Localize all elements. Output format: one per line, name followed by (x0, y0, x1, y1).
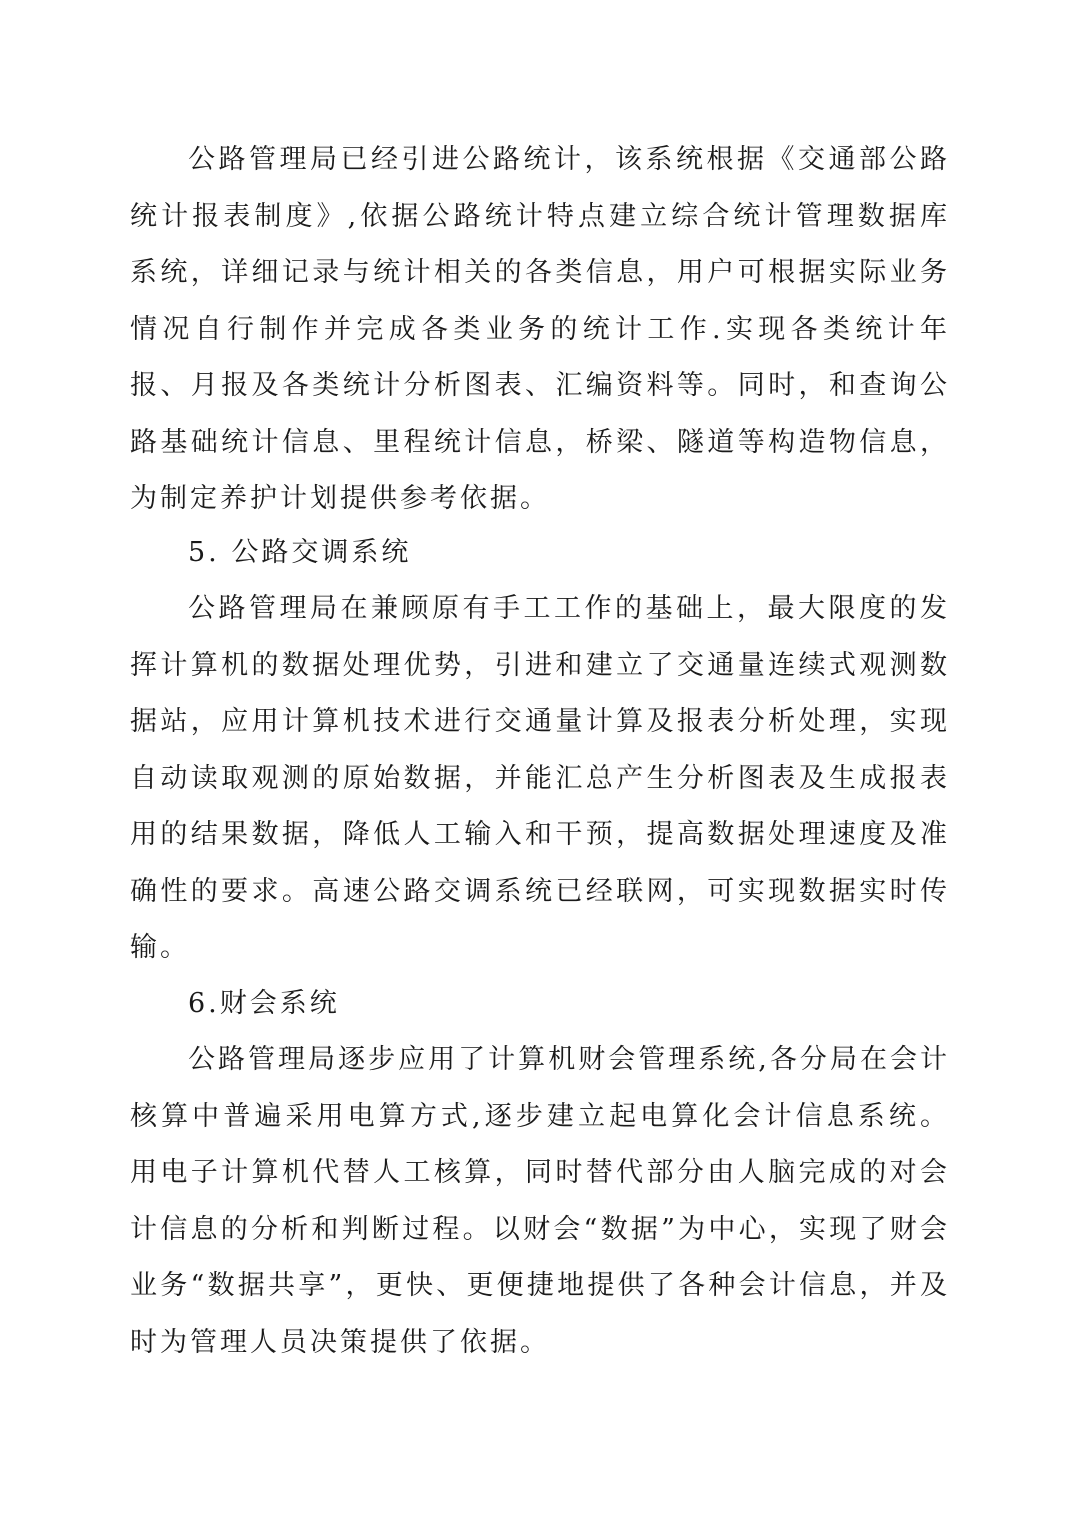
paragraph-finance-system: 公路管理局逐步应用了计算机财会管理系统,各分局在会计核算中普遍采用电算方式,逐步建立起电算化会计信息系统。用电子计算机代替人工核算，同时替代部分由人脑完成的对会计信息的分析和判断过程。以财会“数据”为中心，实现了财会业务“数据共享”，更快、更便捷地提供了各种会计信息，并及时为管理人员决策提供了依据。 (130, 1044, 950, 1358)
section-heading-traffic-survey: 5. 公路交调系统 (188, 537, 412, 568)
section-heading-finance: 6.财会系统 (188, 988, 340, 1019)
paragraph-traffic-survey-system: 公路管理局在兼顾原有手工工作的基础上，最大限度的发挥计算机的数据处理优势，引进和建立了交通量连续式观测数据站，应用计算机技术进行交通量计算及报表分析处理，实现自动读取观测的原始数据，并能汇总产生分析图表及生成报表用的结果数据，降低人工输入和干预，提高数据处理速度及准确性的要求。高速公路交调系统已经联网，可实现数据实时传输。 (130, 593, 950, 963)
paragraph-highway-statistics: 公路管理局已经引进公路统计，该系统根据《交通部公路统计报表制度》,依据公路统计特点建立综合统计管理数据库系统，详细记录与统计相关的各类信息，用户可根据实际业务情况自行制作并完成各类业务的统计工作.实现各类统计年报、月报及各类统计分析图表、汇编资料等。同时，和查询公路基础统计信息、里程统计信息，桥梁、隧道等构造物信息，为制定养护计划提供参考依据。 (130, 144, 950, 514)
